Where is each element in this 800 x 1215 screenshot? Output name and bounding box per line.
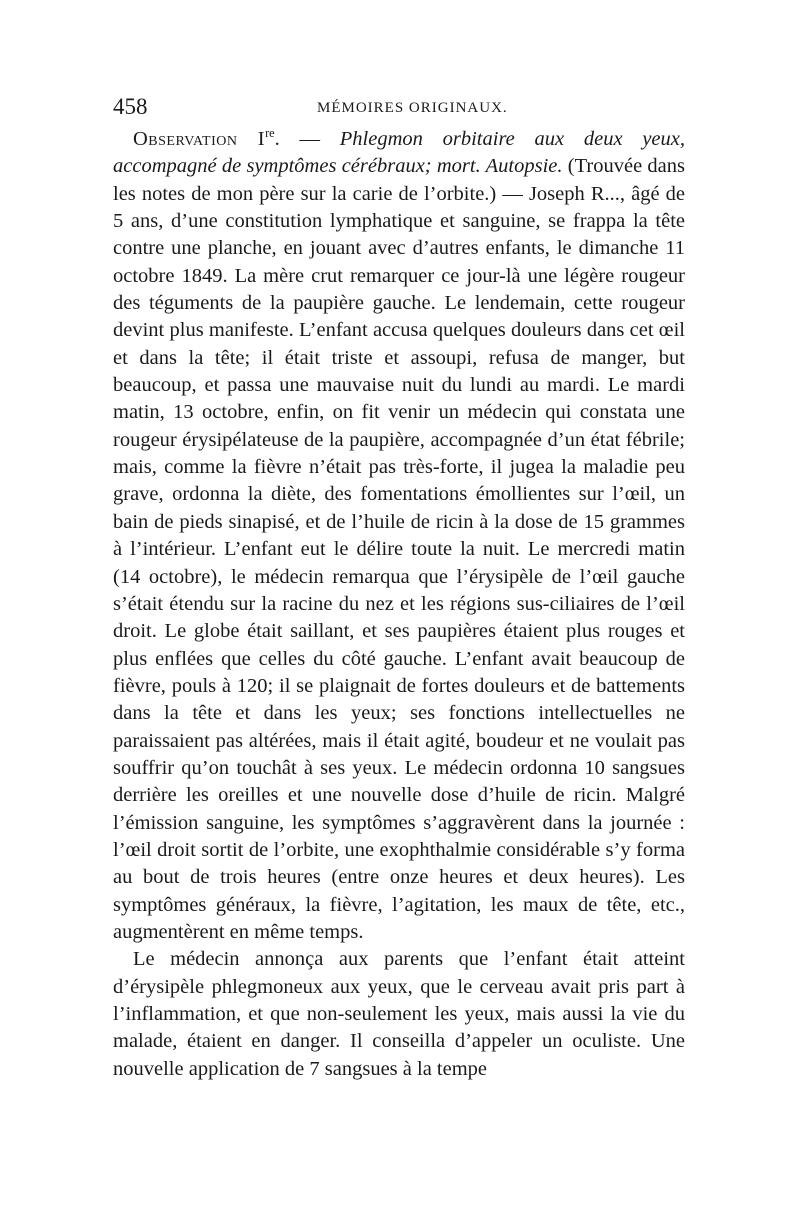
observation-title: Phlegmon orbitaire aux deux yeux, accompagné de symptômes cérébraux; mort. Autopsie. (113, 128, 685, 178)
observation-paragraph (113, 126, 685, 946)
running-head: MÉMOIRES ORIGINAUX. (317, 100, 508, 116)
observation-label-dot: . (274, 128, 280, 150)
body-text (113, 126, 685, 1083)
page-number: 458 (113, 94, 148, 119)
observation-body: (Trouvée dans les notes de mon père sur la carie de l’orbite.) — Joseph R..., âgé de 5 ans, d’une constitution lymphatique et sanguine, se frappa la tête contre une planche, en jouant avec d’autres enfants, le dimanche 11 octobre 1849. La mère crut remarquer ce jour-là une légère rougeur des téguments de la paupière gauche. Le lendemain, cette rougeur devint plus manifeste. L’enfant accusa quelques douleurs dans cet œil et dans la tête; il était triste et assoupi, refusa de manger, but beaucoup, et passa une mauvaise nuit du lundi au mardi. Le mardi matin, 13 octobre, enfin, on fit venir un médecin qui constata une rougeur érysipélateuse de la paupière, accompagnée d’un état fébrile; mais, comme la fièvre n’était pas très-forte, il jugea la maladie peu grave, ordonna la diète, des fomentations émollientes sur l’œil, un bain de pieds sinapisé, et de l’huile de ricin à la dose de 15 grammes à l’intérieur. L’enfant eut le délire toute la nuit. Le mercredi matin (14 octobre), le médecin remarqua que l’érysipèle de l’œil gauche s’était étendu sur la racine du nez et les régions sus-ciliaires de l’œil droit. Le globe était saillant, et ses paupières étaient plus rouges et plus enflées que celles du côté gauche. L’enfant avait beaucoup de fièvre, pouls à 120; il se plaignait de fortes douleurs et de battements dans la tête et dans les yeux; ses fonctions intellectuelles ne paraissaient pas altérées, mais il était agité, boudeur et ne voulait pas souffrir qu’on touchât à ses yeux. Le médecin ordonna 10 sangsues derrière les oreilles et une nouvelle dose d’huile de ricin. Malgré l’émission sanguine, les symptômes s’aggravèrent dans la journée : l’œil droit sortit de l’orbite, une exophthalmie considérable s’y forma au bout de trois heures (entre onze heures et deux heures). Les symptômes généraux, la fièvre, l’agitation, les maux de tête, etc., augmentèrent en même temps. (113, 155, 686, 943)
observation-dash: — (279, 128, 340, 150)
observation-label-superscript: re (265, 126, 275, 141)
page-header (113, 92, 685, 122)
paragraph-2: Le médecin annonça aux parents que l’enfant était atteint d’érysipèle phlegmoneux aux yeux, que le cerveau avait pris part à l’inflammation, et que non-seulement les yeux, mais aussi la vie du malade, étaient en danger. Il conseilla d’appeler un oculiste. Une nouvelle application de 7 sangsues à la tempe (113, 948, 685, 1080)
observation-label: Observation I (133, 128, 266, 150)
